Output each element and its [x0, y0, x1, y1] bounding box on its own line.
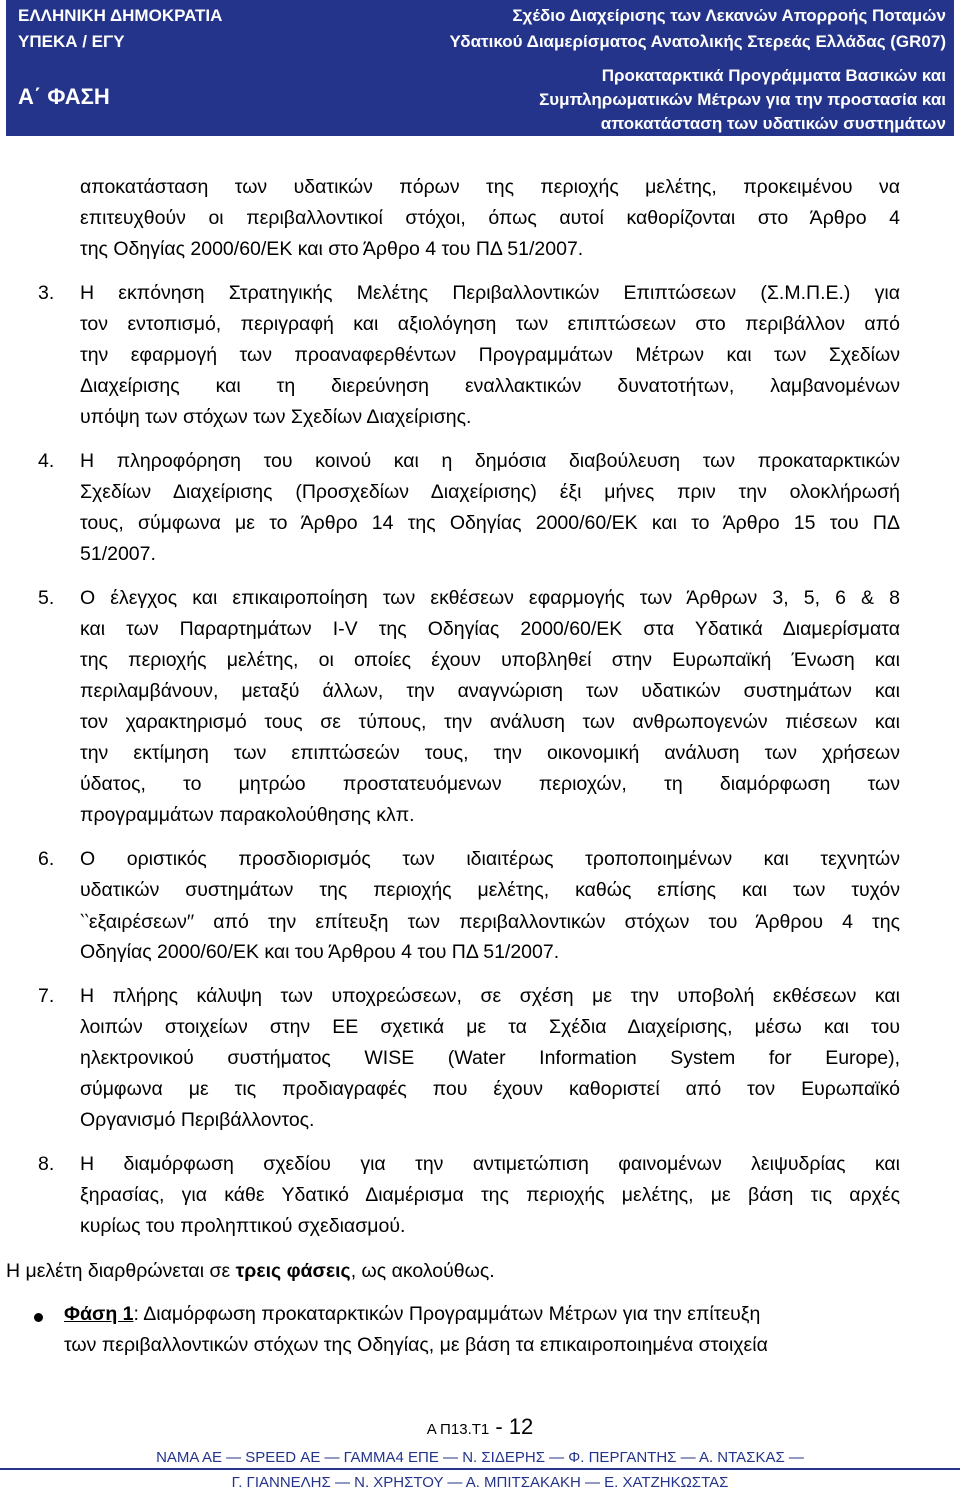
footer-authors-line1: ΝΑΜΑ ΑΕ — SPEED ΑΕ — ΓΑΜΜΑ4 ΕΠΕ — Ν. ΣΙΔΕΡΗΣ — Φ. ΠΕΡΓΑΝΤΗΣ — Α. ΝΤΑΣΚΑΣ —: [156, 1449, 804, 1466]
list-item-line: και των Παραρτημάτων I-V της Οδηγίας 2000/60/ΕΚ στα Υδατικά Διαμερίσματα: [80, 618, 900, 640]
phase-1-line: [64, 1303, 760, 1326]
list-item-line: Η εκπόνηση Στρατηγικής Μελέτης Περιβαλλοντικών Επιπτώσεων (Σ.Μ.Π.Ε.) για: [80, 282, 900, 304]
list-item-line: λοιπών στοιχείων στην ΕΕ σχετικά με τα Σχέδια Διαχείρισης, μέσω και του: [80, 1016, 900, 1038]
footer-divider: [0, 1468, 960, 1470]
list-item-line: περιλαμβάνουν, μεταξύ άλλων, την αναγνώριση των υδατικών συστημάτων και: [80, 680, 900, 702]
bullet-icon: [34, 1313, 43, 1322]
list-number: 4.: [38, 450, 55, 472]
phases-sentence: [6, 1260, 495, 1283]
header-ministry: ΥΠΕΚΑ / ΕΓΥ: [18, 32, 125, 51]
header-deliverable-line2: Συμπληρωματικών Μέτρων για την προστασία και: [539, 90, 946, 109]
list-number: 8.: [38, 1153, 55, 1175]
page-separator: -: [489, 1414, 509, 1439]
list-item-line: Ο έλεγχος και επικαιροποίηση των εκθέσεων εφαρμογής των Άρθρων 3, 5, 6 & 8: [80, 587, 900, 609]
page-count: 12: [508, 1414, 534, 1439]
list-item-line: κυρίως του προληπτικού σχεδιασμού.: [80, 1215, 406, 1237]
list-item-line: της περιοχής μελέτης, οι οποίες έχουν υποβληθεί στην Ευρωπαϊκή Ένωση και: [80, 649, 900, 671]
list-number: 3.: [38, 282, 55, 304]
header-phase: Α΄ ΦΑΣΗ: [18, 84, 110, 109]
list-number: 5.: [38, 587, 55, 609]
list-item-line: ‵‵εξαιρέσεων′′ από την επίτευξη των περιβαλλοντικών στόχων του Άρθρου 4 της: [80, 911, 900, 933]
list-item-line: σύμφωνα με τις προδιαγραφές που έχουν καθοριστεί από τον Ευρωπαϊκό: [80, 1078, 900, 1100]
list-item-line: ύδατος, το μητρώο προστατευόμενων περιοχών, τη διαμόρφωση των: [80, 773, 900, 795]
phases-sentence-end: , ως ακολούθως.: [350, 1260, 495, 1282]
list-item-line: τον χαρακτηρισμό τους σε τύπους, την ανάλυση των ανθρωπογενών πιέσεων και: [80, 711, 900, 733]
list-item-line: την εφαρμογή των προαναφερθέντων Προγραμμάτων Μέτρων και των Σχεδίων: [80, 344, 900, 366]
intro-line: της Οδηγίας 2000/60/ΕΚ και στο Άρθρο 4 του ΠΔ 51/2007.: [80, 238, 584, 260]
header-project-region: Υδατικού Διαμερίσματος Ανατολικής Στερεάς Ελλάδας (GR07): [449, 32, 946, 51]
list-number: 7.: [38, 985, 55, 1007]
list-item-line: Η πληροφόρηση του κοινού και η δημόσια διαβούλευση των προκαταρκτικών: [80, 450, 900, 472]
list-item-line: προγραμμάτων παρακολούθησης κλπ.: [80, 804, 415, 826]
intro-line: αποκατάσταση των υδατικών πόρων της περιοχής μελέτης, προκειμένου να: [80, 176, 900, 198]
phases-count: τρεις φάσεις: [235, 1260, 351, 1282]
page-reference: Α Π13.Τ1: [426, 1421, 490, 1438]
header-deliverable-line3: αποκατάσταση των υδατικών συστημάτων: [600, 114, 946, 133]
intro-line: επιτευχθούν οι περιβαλλοντικοί στόχοι, όπως αυτοί καθορίζονται στο Άρθρο 4: [80, 207, 900, 229]
list-item-line: Η πλήρης κάλυψη των υποχρεώσεων, σε σχέση με την υποβολή εκθέσεων και: [80, 985, 900, 1007]
list-item-line: Ο οριστικός προσδιορισμός των ιδιαιτέρως τροποποιημένων και τεχνητών: [80, 848, 900, 870]
list-item-line: Η διαμόρφωση σχεδίου για την αντιμετώπιση φαινομένων λειψυδρίας και: [80, 1153, 900, 1175]
list-item-line: την εκτίμηση των επιπτώσεών τους, την οικονομική ανάλυση των χρήσεων: [80, 742, 900, 764]
list-item-line: τον εντοπισμό, περιγραφή και αξιολόγηση των επιπτώσεων στο περιβάλλον από: [80, 313, 900, 335]
list-item-line: Οδηγίας 2000/60/ΕΚ και του Άρθρου 4 του ΠΔ 51/2007.: [80, 941, 560, 963]
list-item-line: ηλεκτρονικού συστήματος WISE (Water Information System for Europe),: [80, 1047, 900, 1069]
list-item-line: τους, σύμφωνα με το Άρθρο 14 της Οδηγίας 2000/60/ΕΚ και το Άρθρο 15 του ΠΔ: [80, 512, 900, 534]
list-item-line: υδατικών συστημάτων της περιοχής μελέτης, καθώς επίσης και των τυχόν: [80, 879, 900, 901]
page-number: [0, 1414, 960, 1440]
header-project-title: Σχέδιο Διαχείρισης των Λεκανών Απορροής Ποταμών: [512, 6, 946, 25]
list-number: 6.: [38, 848, 55, 870]
phase-1-label: Φάση 1: [64, 1303, 134, 1325]
footer-authors-line2: Γ. ΓΙΑΝΝΕΛΗΣ — Ν. ΧΡΗΣΤΟΥ — Α. ΜΠΙΤΣΑΚΑΚΗ — Ε. ΧΑΤΖΗΚΩΣΤΑΣ: [231, 1474, 729, 1491]
list-item-line: Οργανισμό Περιβάλλοντος.: [80, 1109, 315, 1131]
page-header: [6, 0, 954, 136]
phase-1-line2: των περιβαλλοντικών στόχων της Οδηγίας, με βάση τα επικαιροποιημένα στοιχεία: [64, 1334, 768, 1356]
list-item-line: ξηρασίας, για κάθε Υδατικό Διαμέρισμα της περιοχής μελέτης, με βάση τις αρχές: [80, 1184, 900, 1206]
list-item-line: υπόψη των στόχων των Σχεδίων Διαχείρισης.: [80, 406, 472, 428]
list-item-line: 51/2007.: [80, 543, 156, 565]
list-item-line: Σχεδίων Διαχείρισης (Προσχεδίων Διαχείρισης) έξι μήνες πριν την ολοκλήρωσή: [80, 481, 900, 503]
list-item-line: Διαχείρισης και τη διερεύνηση εναλλακτικών δυνατοτήτων, λαμβανομένων: [80, 375, 900, 397]
header-country: ΕΛΛΗΝΙΚΗ ΔΗΜΟΚΡΑΤΙΑ: [18, 6, 223, 25]
header-deliverable-line1: Προκαταρκτικά Προγράμματα Βασικών και: [601, 66, 946, 85]
phases-sentence-start: Η μελέτη διαρθρώνεται σε: [6, 1260, 236, 1282]
phase-1-description: : Διαμόρφωση προκαταρκτικών Προγραμμάτων Μέτρων για την επίτευξη: [133, 1303, 761, 1325]
